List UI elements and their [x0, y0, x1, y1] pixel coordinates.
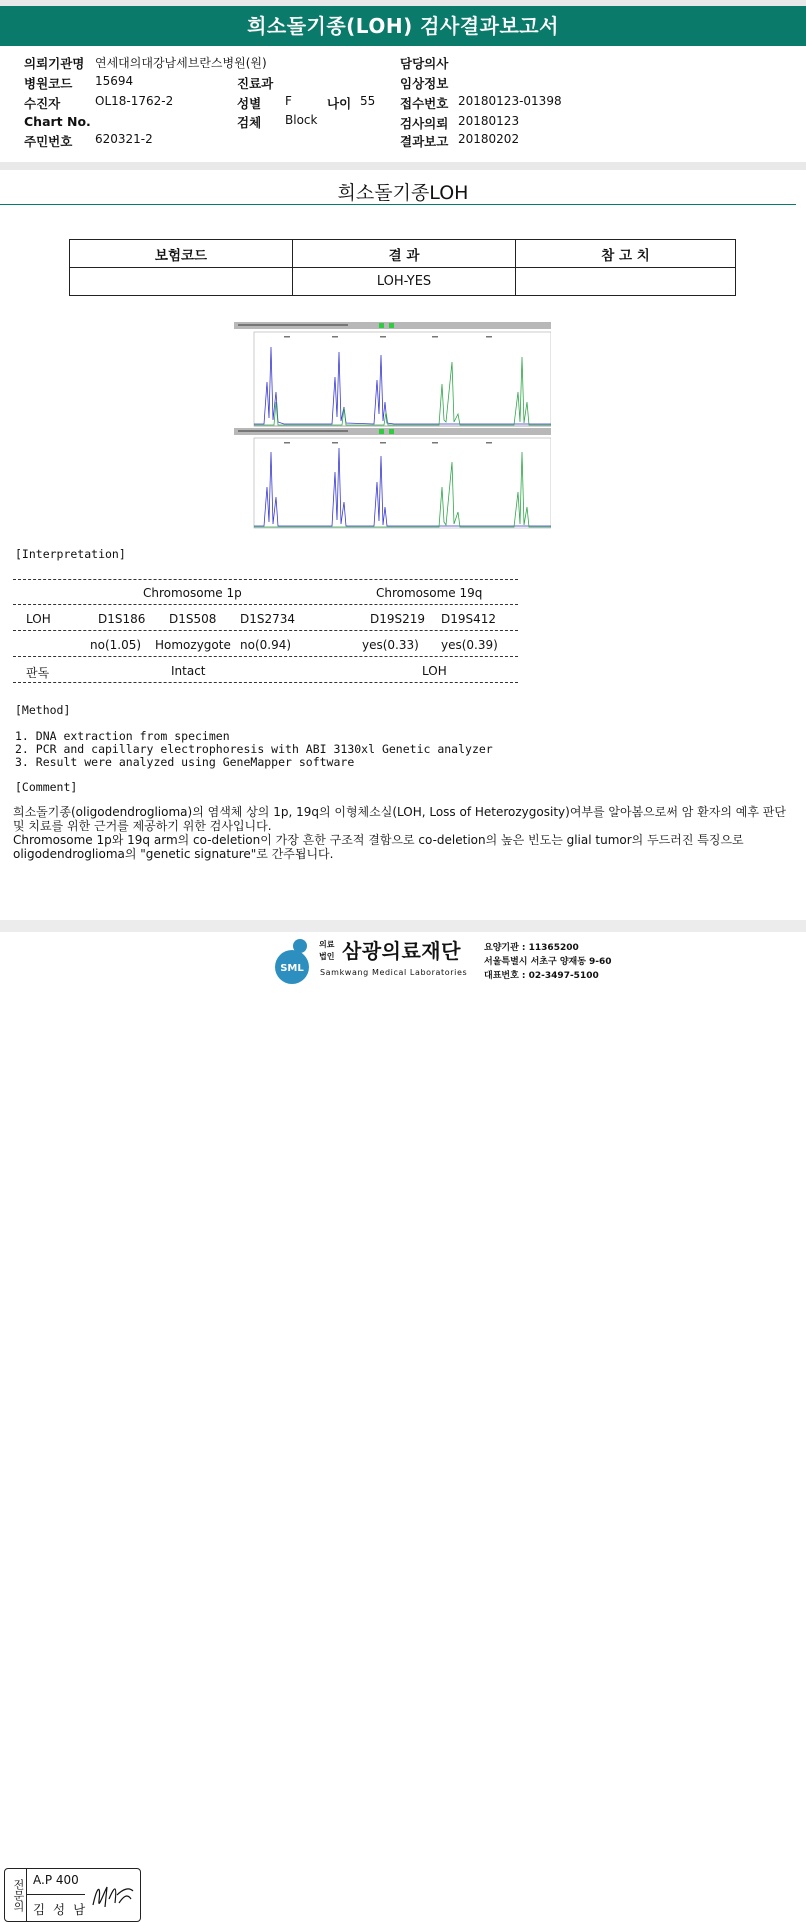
specimen-label: 검체 [237, 115, 262, 130]
section-divider [0, 162, 806, 170]
header-result: 결 과 [293, 240, 516, 268]
comment-line-1: 희소돌기종(oligodendroglioma)의 염색체 상의 1p, 19q의 이형체소실(LOH, Loss of Heterozygosity)여부를 알아봄으로써 암 환자의 예후 판단 및 치료를 위한 근거를 제공하기 위한 검사입니다. [13, 805, 786, 833]
header-reference: 참 고 치 [516, 240, 736, 268]
comment-body [13, 805, 793, 861]
judge-1p: Intact [171, 664, 206, 678]
signature-box [4, 1868, 141, 1922]
hospital-code-label: 병원코드 [24, 76, 73, 91]
id-value: 620321-2 [95, 132, 153, 146]
loh-row-label: LOH [26, 612, 51, 626]
signature-rule [27, 1894, 85, 1895]
org-english-name: Samkwang Medical Laboratories [320, 968, 468, 977]
doctor-name: 김 성 남 [33, 1902, 88, 1917]
age-value: 55 [360, 94, 376, 108]
footer-divider [0, 920, 806, 932]
footer [0, 932, 806, 1917]
chart-no-label: Chart No. [24, 114, 91, 129]
result-table [69, 239, 736, 296]
org-prefix-1: 의료 [319, 940, 335, 949]
logo-text: SML [280, 963, 304, 974]
handwritten-signature [89, 1877, 135, 1913]
method-item-3: 3. Result were analyzed using GeneMapper software [15, 755, 355, 769]
institution-label: 의뢰기관명 [24, 56, 85, 71]
institution-value: 연세대의대강남세브란스병원(원) [95, 56, 267, 70]
id-label: 주민번호 [24, 134, 73, 149]
request-label: 검사의뢰 [400, 116, 449, 131]
chromosome-1p-label: Chromosome 1p [143, 586, 242, 600]
table-rule [13, 656, 518, 657]
sml-logo-icon [270, 936, 314, 986]
method-heading: [Method] [15, 703, 71, 717]
doctor-code: A.P 400 [33, 1873, 79, 1887]
dept-label: 진료과 [237, 76, 274, 91]
org-prefix-2: 법인 [319, 952, 335, 961]
table-rule [13, 579, 518, 580]
sex-value: F [285, 94, 292, 108]
cell-insurance-code [70, 268, 293, 296]
doctor-label: 담당의사 [400, 56, 449, 71]
org-name: 삼광의료재단 [342, 939, 461, 963]
age-label: 나이 [327, 96, 352, 111]
specialist-label: 전문의 [5, 1869, 27, 1921]
judge-19q: LOH [422, 664, 447, 678]
phone: 대표번호 : 02-3497-5100 [484, 971, 599, 981]
electropherogram-image [234, 322, 551, 532]
section-title-underline [0, 204, 796, 205]
chromosome-19q-label: Chromosome 19q [376, 586, 483, 600]
section-title: 희소돌기종LOH [337, 182, 469, 204]
table-rule [13, 682, 518, 683]
hospital-code-value: 15694 [95, 74, 134, 88]
cell-reference [516, 268, 736, 296]
value-d1s2734: no(0.94) [240, 638, 292, 652]
report-date-value: 20180202 [458, 132, 520, 146]
value-d19s219: yes(0.33) [362, 638, 419, 652]
value-d1s186: no(1.05) [90, 638, 142, 652]
collector-value: OL18-1762-2 [95, 94, 174, 108]
marker-d1s2734: D1S2734 [240, 612, 296, 626]
marker-d19s219: D19S219 [370, 612, 426, 626]
value-d1s508: Homozygote [155, 638, 231, 652]
sex-label: 성별 [237, 96, 262, 111]
interpretation-heading: [Interpretation] [15, 547, 126, 561]
address: 서울특별시 서초구 양재동 9-60 [484, 957, 612, 967]
collector-label: 수진자 [24, 96, 61, 111]
value-d19s412: yes(0.39) [441, 638, 498, 652]
method-item-1: 1. DNA extraction from specimen [15, 729, 230, 743]
receipt-label: 접수번호 [400, 96, 449, 111]
method-item-2: 2. PCR and capillary electrophoresis with ABI 3130xl Genetic analyzer [15, 742, 493, 756]
specimen-value: Block [285, 113, 318, 127]
table-rule [13, 604, 518, 605]
clinical-label: 임상정보 [400, 76, 449, 91]
report-date-label: 결과보고 [400, 134, 449, 149]
report-title: 희소돌기종(LOH) 검사결과보고서 [0, 6, 806, 46]
patient-info-section [0, 46, 806, 162]
marker-d1s508: D1S508 [169, 612, 217, 626]
comment-heading: [Comment] [15, 780, 78, 794]
receipt-value: 20180123-01398 [458, 94, 562, 108]
marker-d19s412: D19S412 [441, 612, 497, 626]
cell-result: LOH-YES [293, 268, 516, 296]
nursing-code: 요양기관 : 11365200 [484, 943, 579, 953]
table-rule [13, 630, 518, 631]
comment-line-2: Chromosome 1p와 19q arm의 co-deletion이 가장 흔한 구조적 결함으로 co-deletion의 높은 빈도는 glial tumor의 두드러진 특징으로 oligodendroglioma의 "genetic signature"로 간주됩니다. [13, 833, 744, 861]
header-insurance-code: 보험코드 [70, 240, 293, 268]
request-value: 20180123 [458, 114, 520, 128]
judge-label: 판독 [26, 666, 50, 680]
marker-d1s186: D1S186 [98, 612, 146, 626]
